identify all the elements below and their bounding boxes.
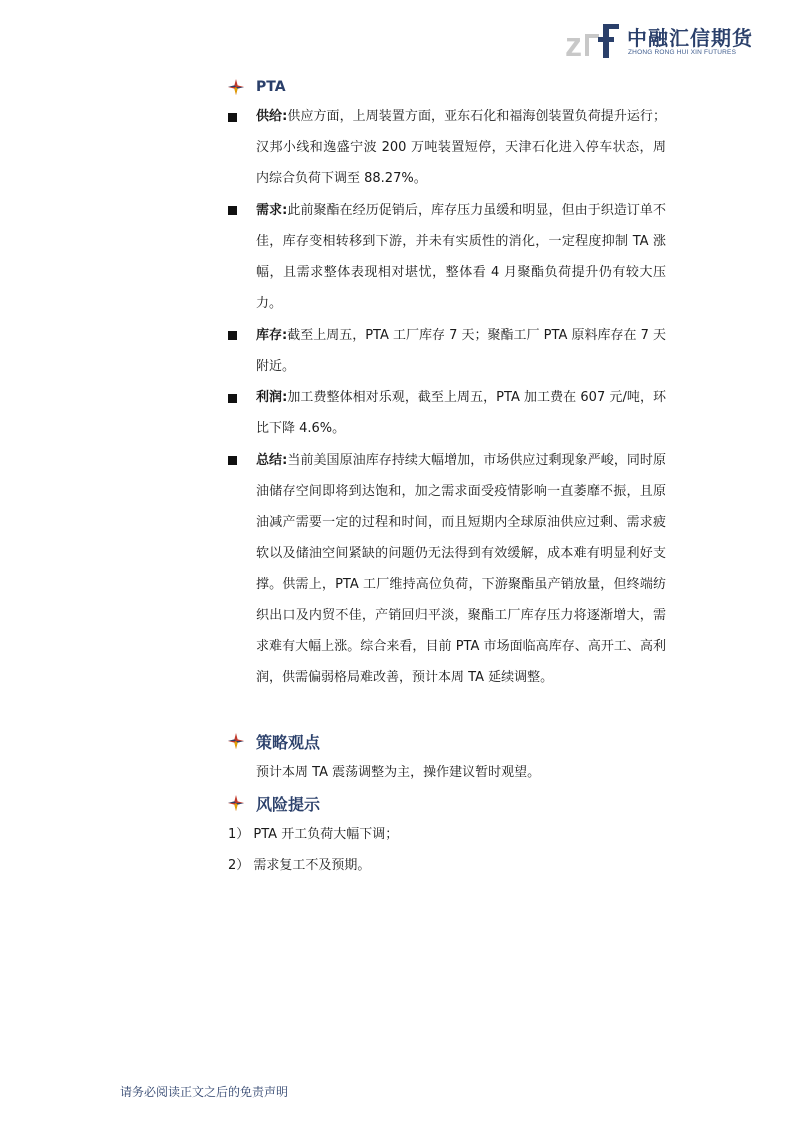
item-text: 截至上周五，PTA 工厂库存 7 天；聚酯工厂 PTA 原料库存在 7 天附近。	[256, 328, 666, 374]
item-text: 当前美国原油库存持续大幅增加，市场供应过剩现象严峻，同时原油储存空间即将到达饱和，加之需求面受疫情影响一直萎靡不振，且原油减产需要一定的过程和时间，而且短期内全球原油供应过剩、需求疲软以及储油空间紧缺的问题仍无法得到有效缓解，成本难有明显利好支撑。供需上，PTA 工厂维持高位负荷，下游聚酯虽产销放量，但终端纺织出口及内贸不佳，产销回归平淡，聚酯工厂库存压力将逐渐增大，需求难有大幅上涨。综合来看，目前 PTA 市场面临高库存、高开工、高利润，供需偏弱格局难改善，预计本周 TA 延续调整。	[256, 453, 666, 685]
item-text: 此前聚酯在经历促销后，库存压力虽缓和明显，但由于织造订单不佳，库存变相转移到下游，并未有实质性的消化，一定程度抑制 TA 涨幅，且需求整体表现相对堪忧，整体看 4 月聚酯负荷提升仍有较大压力。	[256, 203, 666, 311]
paragraph-profit	[256, 382, 666, 444]
bullet-square	[228, 113, 237, 122]
section-heading-pta	[228, 76, 286, 98]
bullet-square	[228, 331, 237, 340]
item-label: 利润:	[256, 390, 288, 405]
section-heading-strategy	[228, 730, 320, 752]
section-heading-risk	[228, 792, 320, 814]
logo-name-cn: 中融汇信期货	[627, 26, 753, 50]
risk-item: 2） 需求复工不及预期。	[228, 858, 371, 873]
item-text: 供应方面，上周装置方面，亚东石化和福海创装置负荷提升运行；汉邦小线和逸盛宁波 200 万吨装置短停，天津石化进入停车状态，周内综合负荷下调至 88.27%。	[256, 109, 666, 186]
bullet-square	[228, 206, 237, 215]
section-title: 风险提示	[256, 794, 321, 814]
item-label: 库存:	[256, 328, 288, 343]
strategy-text: 预计本周 TA 震荡调整为主，操作建议暂时观望。	[256, 765, 541, 780]
four-point-star-icon	[228, 733, 244, 749]
svg-text:z: z	[565, 26, 582, 60]
item-label: 总结:	[256, 453, 288, 468]
section-title: 策略观点	[256, 732, 321, 752]
item-label: 供给:	[256, 109, 288, 124]
paragraph-demand	[256, 195, 666, 319]
footer-disclaimer: 请务必阅读正文之后的免责声明	[120, 1085, 289, 1099]
bullet-square	[228, 456, 237, 465]
four-point-star-icon	[228, 79, 244, 95]
section-title: PTA	[256, 79, 286, 95]
four-point-star-icon	[228, 795, 244, 811]
logo-name-en: ZHONG RONG HUI XIN FUTURES	[628, 49, 737, 56]
paragraph-summary	[256, 445, 666, 693]
risk-item: 1） PTA 开工负荷大幅下调；	[228, 827, 399, 842]
item-text: 加工费整体相对乐观，截至上周五，PTA 加工费在 607 元/吨，环比下降 4.6%。	[256, 390, 666, 436]
paragraph-supply	[256, 101, 666, 194]
item-label: 需求:	[256, 203, 288, 218]
bullet-square	[228, 394, 237, 403]
logo-mark-icon	[565, 20, 623, 60]
paragraph-inventory	[256, 320, 666, 382]
company-logo	[565, 20, 765, 62]
